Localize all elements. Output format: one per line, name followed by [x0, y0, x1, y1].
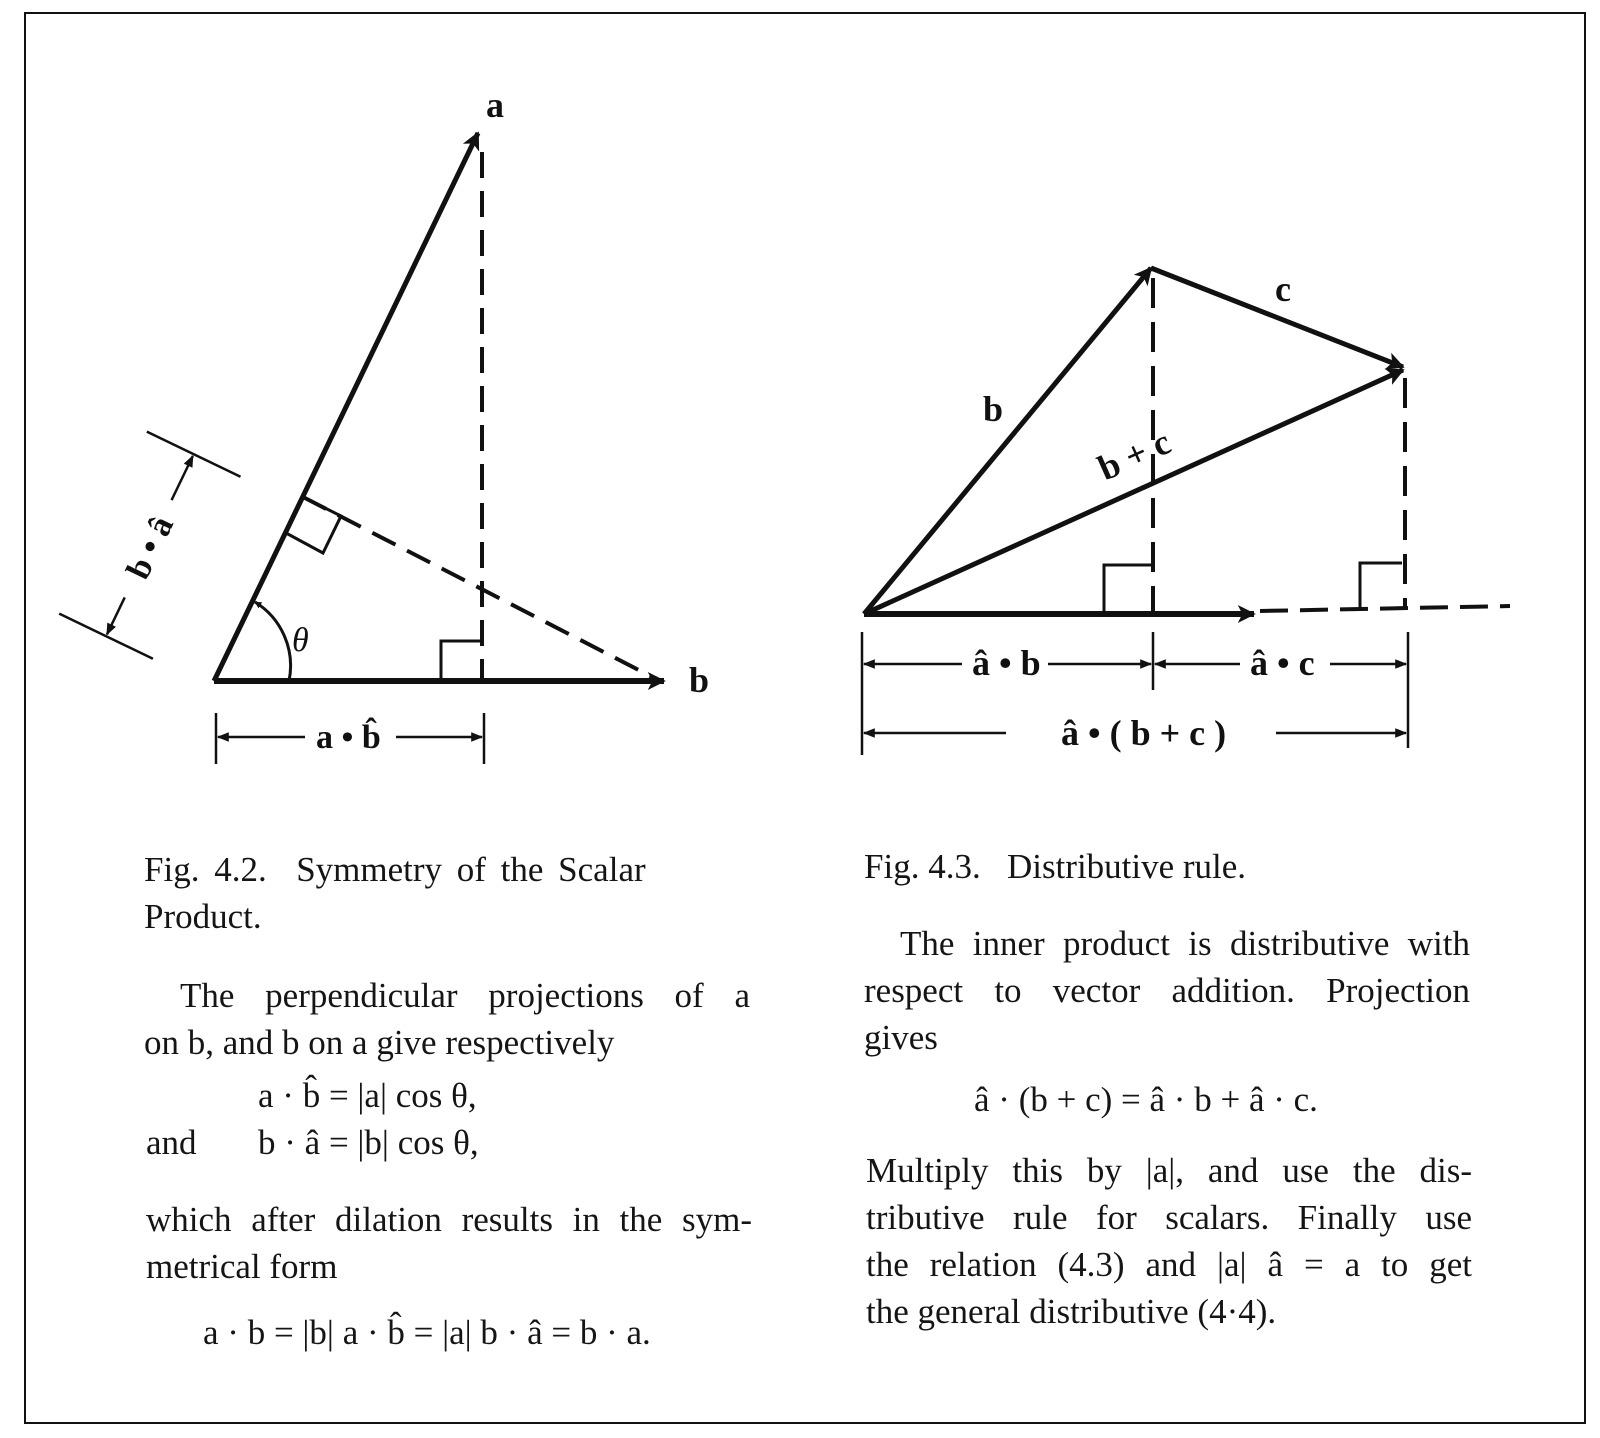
- dim-label-ahat-dot-b: â • b: [972, 643, 1041, 683]
- right-paragraph-1-line3: gives: [864, 1018, 938, 1057]
- theta-arc: [255, 602, 291, 681]
- figure-4-2: [59, 85, 709, 764]
- right-paragraph-1-line2: respect to vector addition. Projection: [864, 971, 1470, 1010]
- left-equation-3: a · b = |b| a · b̂ = |a| b · â = b · a.: [203, 1313, 651, 1352]
- right-paragraph-2-line4: the general distributive (4·4).: [866, 1292, 1277, 1331]
- vector-c-label: c: [1275, 269, 1291, 309]
- right-paragraph-1-line1: The inner product is distributive with: [900, 924, 1470, 963]
- dim-label-a-dot-bhat: a • b̂: [316, 719, 381, 756]
- right-angle-marker-a: [286, 497, 341, 553]
- figure-4-3: [862, 268, 1510, 755]
- theta-label: θ: [292, 622, 309, 659]
- left-paragraph-2-line2: metrical form: [146, 1247, 338, 1286]
- dim2-tick-bottom: [147, 432, 241, 477]
- left-paragraph-1-line1: The perpendicular projections of a: [180, 976, 750, 1015]
- left-paragraph-2-line1: which after dilation results in the sym-: [146, 1200, 752, 1239]
- dim-label-ahat-dot-b-plus-c: â • ( b + c ): [1061, 713, 1227, 753]
- vector-b-label: b: [983, 389, 1004, 429]
- vector-b-plus-c-arrow: [864, 370, 1403, 614]
- left-and-label: and: [146, 1123, 197, 1162]
- vector-a-label: a: [486, 85, 504, 125]
- left-paragraph-1-line2: on b, and b on a give respectively: [144, 1023, 615, 1062]
- right-paragraph-2-line1: Multiply this by |a|, and use the dis-: [866, 1151, 1472, 1190]
- fig-4-2-caption-line1: Fig. 4.2. Symmetry of the Scalar: [144, 850, 646, 889]
- right-paragraph-2-line2: tributive rule for scalars. Finally use: [866, 1198, 1472, 1237]
- left-equation-2: b · â = |b| cos θ,: [258, 1123, 479, 1162]
- right-angle-marker-2: [1360, 563, 1402, 609]
- right-paragraph-2-line3: the relation (4.3) and |a| â = a to get: [866, 1245, 1472, 1284]
- dim2-line-a: [107, 597, 125, 634]
- right-equation: â · (b + c) = â · b + â · c.: [974, 1080, 1318, 1119]
- left-equation-1: a · b̂ = |a| cos θ,: [258, 1076, 477, 1115]
- vector-a-arrow: [214, 133, 478, 681]
- vector-b-label: b: [689, 660, 710, 700]
- vector-b-arrow: [864, 268, 1151, 614]
- right-angle-marker-1: [1104, 565, 1151, 612]
- dim-label-b-dot-ahat: b • â: [119, 510, 182, 585]
- vector-b-plus-c-label: b + c: [1091, 421, 1177, 489]
- dim-label-ahat-dot-c: â • c: [1250, 643, 1315, 683]
- fig-4-2-caption-line2: Product.: [144, 897, 262, 936]
- dim2-tick-top: [59, 614, 153, 659]
- fig-4-3-caption: Fig. 4.3. Distributive rule.: [864, 847, 1247, 886]
- baseline-dashed: [1260, 606, 1510, 611]
- right-angle-marker-b: [441, 641, 482, 681]
- dim2-line-b: [172, 456, 193, 500]
